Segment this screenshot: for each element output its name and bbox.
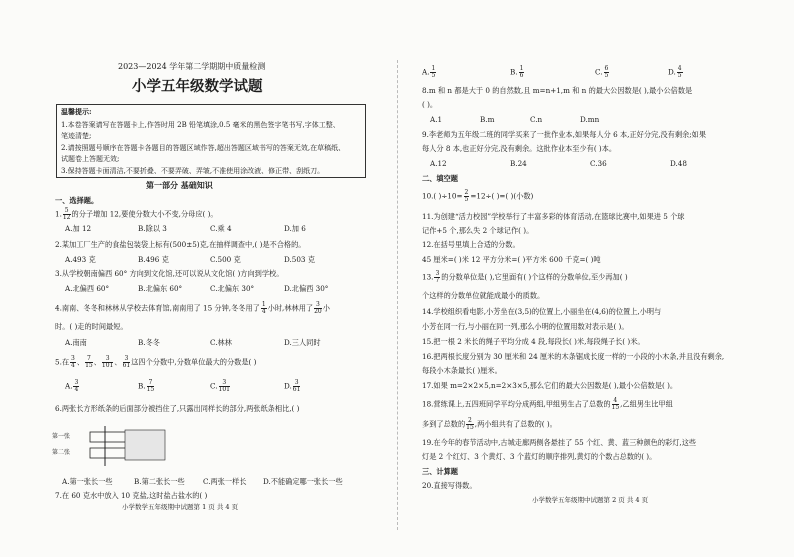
notice-box	[56, 104, 366, 178]
q4-fraction-2: $\frac{3}{20}$	[314, 301, 322, 315]
question-10: 10.( )÷10= $\frac{2}{5}$ =12÷( )=( )(小数)	[422, 189, 534, 203]
q3-option-c[interactable]: C.北偏东 30°	[210, 284, 255, 293]
question-8-line-2: ( )。	[422, 100, 438, 109]
question-6: 6.两张长方形纸条的后面部分被挡住了,只露出同样长的部分,两张纸条相比,( )	[55, 404, 300, 413]
notice-line: 试题卷上答题无效;	[61, 155, 120, 163]
q7-option-c[interactable]: C. $\frac{6}{5}$	[595, 65, 609, 79]
q6-option-c[interactable]: C.两张一样长	[203, 477, 247, 486]
section-1-heading: 一、选择题。	[55, 196, 99, 205]
strip-label-2: 第二张	[52, 449, 71, 456]
question-16-line-2: 每段小木条最长( )厘米。	[422, 366, 502, 375]
q8-option-b[interactable]: B.m	[480, 115, 495, 124]
q1-option-a[interactable]: A.加 12	[65, 224, 92, 233]
question-2: 2.某加工厂生产的食盐包装袋上标有(500±5)克,在抽样调查中,( )是不合格的。	[55, 240, 306, 249]
question-20: 20.直接写得数。	[422, 481, 477, 490]
question-9: 9.李老师为五年级二班的同学买来了一批作业本,如果每人分 6 本,正好分完,没有剩余;如果	[422, 130, 707, 139]
q5-option-b[interactable]: B. $\frac{7}{15}$	[138, 379, 155, 393]
q6-option-d[interactable]: D.不能确定哪一张长一些	[263, 477, 343, 486]
column-divider	[397, 60, 398, 530]
q1-option-d[interactable]: D.加 6	[284, 224, 306, 233]
q3-option-b[interactable]: B.北偏东 60°	[138, 284, 183, 293]
exam-title: 2023—2024 学年第二学期期中质量检测	[118, 62, 266, 71]
question-14-line-2: 小芳在同一行,与小丽在同一列,那么小明的位置用数对表示是( )。	[422, 322, 629, 331]
q2-option-c[interactable]: C.500 克	[210, 255, 241, 264]
strip-diagram	[70, 426, 180, 466]
q2-option-a[interactable]: A.493 克	[65, 255, 96, 264]
question-14: 14.学校组织看电影,小芳坐在(3,5)的位置上,小丽坐在(4,6)的位置上,小明与	[422, 307, 662, 316]
q4-option-a[interactable]: A.南南	[65, 338, 87, 347]
question-7: 7.在 60 克水中放入 10 克盐,这时盐占盐水的( )	[55, 491, 208, 500]
question-18-line-2: 多到了总数的 $\frac{2}{15}$ ,两小组共有了总数的( )。	[422, 417, 557, 431]
notice-heading: 温馨提示:	[61, 107, 92, 116]
question-19: 19.在今年的春节活动中,古城走廊两侧各悬挂了 55 个红、黄、蓝三种颜色的彩灯,这些	[422, 438, 697, 447]
q7-option-d[interactable]: D. $\frac{4}{5}$	[668, 65, 682, 79]
notice-line: 2.请按照题号顺序在答题卡各题目的答题区域作答,超出答题区域书写的答案无效,在草稿纸、	[61, 144, 346, 152]
q9-option-b[interactable]: B.24	[510, 159, 527, 168]
q9-option-c[interactable]: C.36	[590, 159, 607, 168]
q8-option-a[interactable]: A.1	[430, 115, 443, 124]
page-footer-right: 小学数学五年级期中试题第 2 页 共 4 页	[532, 496, 649, 504]
section-3-heading: 三、计算题	[422, 467, 458, 476]
question-8: 8.m 和 n 都是大于 0 的自然数,且 m=n+1,m 和 n 的最大公因数是( ),最小公倍数是	[422, 86, 693, 95]
question-16: 16.把两根长度分别为 30 厘米和 24 厘米的木条锯成长度一样的一小段的小木条,并且没有剩余,	[422, 352, 725, 361]
page-footer-left: 小学数学五年级期中试题第 1 页 共 4 页	[122, 503, 239, 511]
q1-number: 1.	[55, 209, 62, 219]
q1-fraction: $\frac{5}{12}$	[62, 207, 71, 221]
section-2-heading: 二、填空题	[422, 174, 458, 183]
q3-option-a[interactable]: A.北偏西 60°	[65, 284, 110, 293]
q5-option-c[interactable]: C. $\frac{3}{101}$	[210, 379, 230, 393]
q7-option-b[interactable]: B. $\frac{1}{6}$	[510, 65, 524, 79]
question-13-line-2: 个这样的分数单位就能成最小的质数。	[422, 291, 545, 300]
q5-option-a[interactable]: A. $\frac{3}{4}$	[65, 379, 79, 393]
question-15: 15.把一根 2 米长的绳子平均分成 4 段,每段长( )米,每段绳子长( )米。	[422, 337, 645, 346]
question-12: 12.在括号里填上合适的分数。	[422, 240, 520, 249]
question-17: 17.如果 m=2×2×5,n=2×3×5,那么它们的最大公因数是( ),最小公倍数是( )。	[422, 381, 678, 390]
q2-option-d[interactable]: D.503 克	[284, 255, 315, 264]
q2-option-b[interactable]: B.496 克	[138, 255, 169, 264]
strip-label-1: 第一张	[52, 433, 71, 440]
part-title: 第一部分 基础知识	[146, 180, 213, 190]
q1-option-b[interactable]: B.除以 3	[138, 224, 167, 233]
q5-option-d[interactable]: D. $\frac{3}{61}$	[284, 379, 301, 393]
question-18: 18.营练课上,五四班同学平均分成两组,甲组男生占了总数的 $\frac{4}{15}$ ,乙组男生比甲组	[422, 397, 673, 411]
q4-option-d[interactable]: D.三人同时	[284, 338, 321, 347]
q4-fraction-1: $\frac{1}{4}$	[261, 301, 266, 315]
q9-option-a[interactable]: A.12	[430, 159, 447, 168]
q7-option-a[interactable]: A. $\frac{1}{5}$	[422, 65, 436, 79]
question-3: 3.从学校朝南偏西 60° 方向到文化馆,还可以说从文化馆( )方向到学校。	[55, 269, 284, 278]
question-11: 11.为创建“活力校园”学校举行了丰富多彩的体育活动,在篮球比赛中,如果进 5 个球	[422, 212, 685, 221]
q4-option-c[interactable]: C.林林	[210, 338, 232, 347]
main-title: 小学五年级数学试题	[132, 79, 263, 95]
q6-option-a[interactable]: A.第一张长一些	[62, 477, 113, 486]
question-4: 4.南南、冬冬和林林从学校去体育馆,南南用了 15 分钟,冬冬用了 $\frac{1}{4}$ 小时,林林用了 $\frac{3}{20}$ 小	[55, 301, 330, 315]
notice-line: 笔迹清楚;	[61, 132, 92, 140]
q9-option-d[interactable]: D.48	[670, 159, 687, 168]
question-9-line-2: 每人分 8 本,也正好分完,没有剩余。这批作业本至少有( )本。	[422, 144, 617, 153]
notice-line: 1.本卷答案请写在答题卡上,作答时用 2B 铅笔填涂,0.5 毫米的黑色签字笔书写,字体工整、	[61, 121, 340, 129]
q1-option-c[interactable]: C.乘 4	[210, 224, 232, 233]
question-11-line-2: 记作+5 个,那么失 2 个球记作( )。	[422, 226, 534, 235]
question-19-line-2: 灯是 2 个红灯、3 个黄灯、3 个蓝灯的顺序排列,黄灯的个数占总数的( )。	[422, 452, 657, 461]
question-12-line-2: 45 厘米=( )米 12 平方分米=( )平方米 600 千克=( )吨	[422, 255, 601, 264]
question-13: 13. $\frac{3}{7}$ 的分数单位是( ),它里面有( )个这样的分数单位,至少再加( )	[422, 270, 628, 284]
q8-option-d[interactable]: D.mn	[580, 115, 600, 124]
q4-option-b[interactable]: B.冬冬	[138, 338, 160, 347]
question-4-line-2: 时。( )走的时间最短。	[55, 322, 128, 331]
notice-line: 3.保持答题卡面清洁,不要折叠、不要弄破、弄皱,不准使用涂改液、修正带、刮纸刀。	[61, 167, 325, 175]
q6-option-b[interactable]: B.第二张长一些	[134, 477, 185, 486]
q1-text: 的分子增加 12,要使分数大小不变,分母应( )。	[71, 209, 218, 219]
question-5: 5.在 $\frac{3}{4}$ 、 $\frac{7}{15}$ 、 $\frac{3}{101}$ 、 $\frac{3}{61}$ 这四个分数中,分数单位最大的分数是( )	[55, 355, 257, 369]
q3-option-d[interactable]: D.北偏西 30°	[284, 284, 329, 293]
question-1	[55, 208, 218, 221]
q8-option-c[interactable]: C.n	[530, 115, 543, 124]
